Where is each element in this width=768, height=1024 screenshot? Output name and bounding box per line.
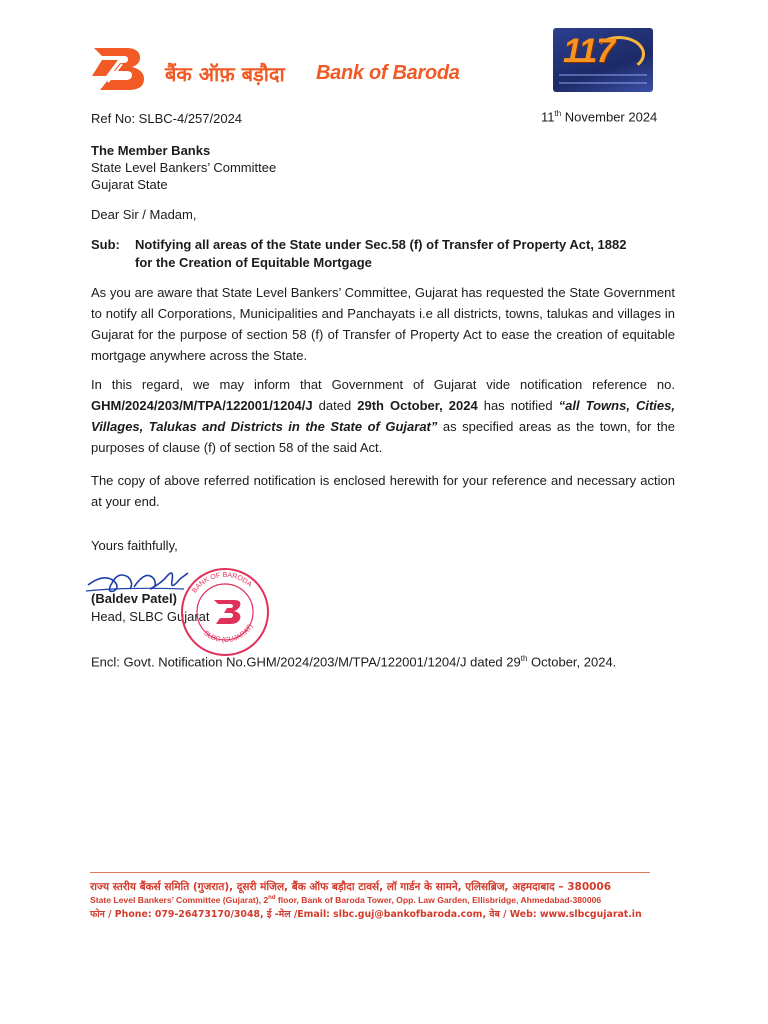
subject-line-1: Notifying all areas of the State under Sec.58 (f) of Transfer of Property Act, 1882 [135, 237, 627, 252]
body-paragraph-1: As you are aware that State Level Bankers’ Committee, Gujarat has requested the State Government to notify all Corporations, Municipalities and Panchayats i.e all districts, towns, talukas and villages in Gujarat for the purpose of section 58 (f) of Transfer of Property Act to ease the creation of equitable mortgage anywhere across the State. [91, 285, 675, 363]
body-paragraph-2: In this regard, we may inform that Government of Gujarat vide notification reference no. GHM/2024/203/M/TPA/122001/1204/J dated 29th October, 2024 has notified “all Towns, Cities, Villages, Talukas and Districts in the State of Gujarat” as specified areas as the town, for the purposes of clause (f) of section 58 of the said Act. [91, 377, 675, 455]
footer-contact: फोन / Phone: 079-26473170/3048, ई -मेल /Email: slbc.guj@bankofbaroda.com, वेब / Web: www.slbcgujarat.in [90, 909, 642, 920]
svg-text:SLBC (GUJARAT) [202, 623, 254, 644]
subject [91, 236, 626, 272]
closing: Yours faithfully, [91, 538, 178, 553]
recipient-line-2: State Level Bankers’ Committee [91, 160, 277, 175]
anniversary-badge [553, 28, 653, 92]
recipient-line-3: Gujarat State [91, 177, 168, 192]
notification-date: 29th October, 2024 [357, 398, 478, 413]
badge-number: 117 [563, 32, 615, 70]
notified-areas-quote: “all Towns, Cities, Villages, Talukas and Districts in the State of Gujarat” [91, 398, 675, 434]
stamp-text-bottom: SLBC (GUJARAT) [202, 623, 255, 645]
recipient-line-1: The Member Banks [91, 143, 211, 158]
signer-name: (Baldev Patel) [91, 591, 177, 606]
subject-line-2: for the Creation of Equitable Mortgage [135, 255, 372, 270]
body-paragraph-3: The copy of above referred notification is enclosed herewith for your reference and necessary action at your end. [91, 473, 675, 509]
notification-reference: GHM/2024/203/M/TPA/122001/1204/J [91, 398, 313, 413]
footer-address-hindi: राज्य स्तरीय बैंकर्स समिति (गुजरात), दूसरी मंजिल, बैंक ऑफ बड़ौदा टावर्स, लॉ गार्डन के सामने, एलिसब्रिज, अहमदाबाद – 380006 [90, 881, 612, 893]
bank-of-baroda-logo-icon [88, 42, 152, 92]
stamp-text-top: BANK OF BARODA [191, 571, 253, 595]
salutation: Dear Sir / Madam, [91, 207, 197, 222]
letter-date: 11th November 2024 [541, 109, 658, 125]
official-stamp-icon [178, 566, 272, 658]
reference-number: Ref No: SLBC-4/257/2024 [91, 111, 243, 126]
subject-label: Sub: [91, 237, 120, 252]
brand-name-english: Bank of Baroda [316, 62, 460, 84]
enclosure-note: Encl: Govt. Notification No.GHM/2024/203/M/TPA/122001/1204/J dated 29th October, 2024. [91, 654, 617, 670]
footer-address-english: State Level Bankers’ Committee (Gujarat), 2nd floor, Bank of Baroda Tower, Opp. Law Garden, Ellisbridge, Ahmedabad-380006 [90, 895, 602, 905]
signer-title: Head, SLBC Gujarat [91, 609, 210, 624]
footer-divider [90, 872, 650, 873]
recipient-address [91, 142, 276, 193]
brand-name-hindi: बैंक ऑफ़ बड़ौदा [165, 62, 285, 86]
